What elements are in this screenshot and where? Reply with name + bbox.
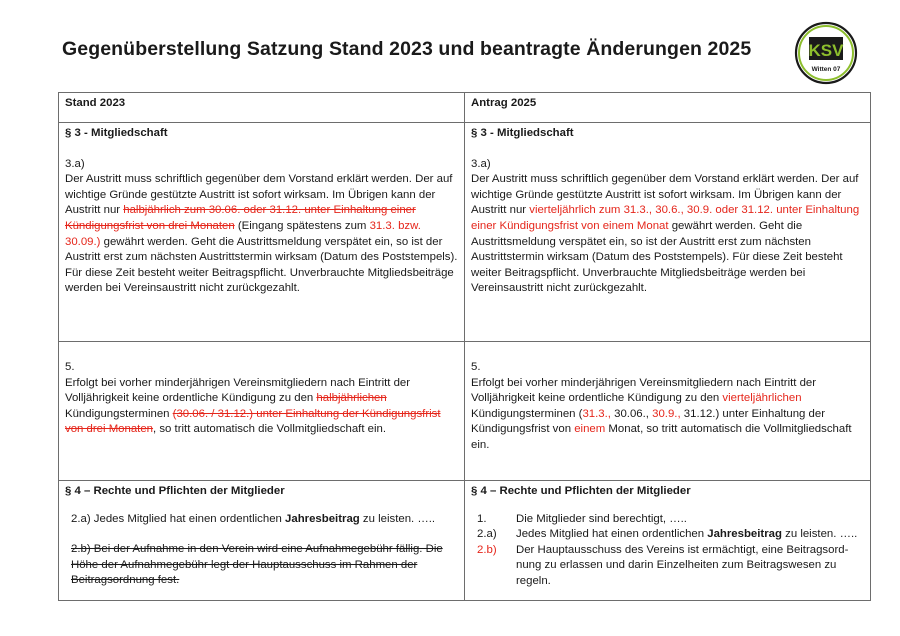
- cell-antrag-5: [465, 342, 871, 481]
- section-heading: § 3 - Mitgliedschaft: [65, 127, 168, 139]
- column-header-antrag-2025: Antrag 2025: [465, 93, 871, 123]
- cell-stand-3a: [59, 123, 465, 342]
- clause-text: Der Austritt muss schriftlich gegenüber dem Vorstand erklärt werden. Der auf wichtige Gründe gestützte Austritt ist sofort wirksam. Im Übrigen kann der Austritt nur vierteljährlich zum 31.3., 30.6., 30.9. oder 31.12. unter Einhaltung einer Kündigungsfrist von einem Monat gewährt werden. Geht die Austrittsmeldung verspätet ein, so ist der Austritt erst zum nächsten Austrittstermin wirksam (Datum des Poststempels). Für diese Zeit besteht weiter Beitragspflicht. Unverbrauchte Mitgliedsbeiträge werden bei Vereinsaustritt nicht zurückgezahlt.: [471, 173, 860, 295]
- new-text: vierteljährlich zum 31.3., 30.6., 30.9. oder 31.12. unter Einhaltung einer Kündigungsfrist von einem Monat: [471, 204, 860, 232]
- section-heading: § 4 – Rechte und Pflichten der Mitglieder: [65, 485, 285, 497]
- clause-number: 5.: [471, 361, 481, 373]
- logo-text: KSV: [808, 41, 844, 60]
- new-text: 30.9.,: [652, 407, 681, 420]
- cell-antrag-4: [465, 481, 871, 601]
- deleted-text: halbjährlich zum 30.06. oder 31.12. unter Einhaltung einer Kündigungsfrist von drei Monaten: [65, 204, 416, 232]
- clause-number: 3.a): [471, 157, 491, 170]
- clause-number: 5.: [65, 361, 75, 373]
- deleted-text: halbjährlichen: [316, 392, 387, 405]
- list-item: 2.a) Jedes Mitglied hat einen ordentlichen Jahresbeitrag zu leisten. …..: [477, 528, 858, 541]
- clause-text: Der Austritt muss schriftlich gegenüber dem Vorstand erklärt werden. Der auf wichtige Gründe gestützte Austritt ist sofort wirksam. Im Übrigen kann der Austritt nur halbjährlich zum 30.06. oder 31.12. unter Einhaltung einer Kündigungsfrist von drei Monaten (Eingang spätestens zum 31.3. bzw. 30.09.) gewährt werden. Geht die Austrittsmeldung verspätet ein, so ist der Austritt erst zum nächsten Austrittstermin wirksam (Datum des Poststempels). Für diese Zeit besteht weiter Beitragspflicht. Unverbrauchte Mitgliedsbeiträge werden bei Vereinsaustritt nicht zurückgezahlt.: [65, 173, 458, 295]
- column-header-stand-2023: Stand 2023: [59, 93, 465, 123]
- section-heading: § 3 - Mitgliedschaft: [471, 127, 574, 139]
- list-item: 2.b) Der Hauptausschuss des Vereins ist ermächtigt, eine Beitragsord-nung zu erlassen und darin Einzelheiten zum Beitragswesen zu regeln.: [477, 543, 849, 587]
- cell-stand-4: [59, 481, 465, 601]
- section-heading: § 4 – Rechte und Pflichten der Mitglieder: [471, 485, 691, 497]
- table-row-paragraph-4: [59, 481, 871, 601]
- deleted-text: (30.06. / 31.12.) unter Einhaltung der Kündigungsfrist von drei Monaten: [65, 407, 441, 436]
- cell-antrag-3a: [465, 123, 871, 342]
- list-item: 1. Die Mitglieder sind berechtigt, …..: [477, 512, 687, 525]
- logo-subtext: Witten 07: [811, 66, 841, 73]
- document-title: Gegenüberstellung Satzung Stand 2023 und beantragte Änderungen 2025: [62, 38, 752, 60]
- new-text: 31.3.,: [582, 407, 611, 420]
- cell-stand-5: [59, 342, 465, 481]
- deleted-clause: 2.b) Bei der Aufnahme in den Verein wird eine Aufnahmegebühr fällig. Die Höhe der Aufnahmegebühr legt der Hauptausschuss im Rahmen der Beitragsordnung fest.: [71, 543, 443, 587]
- clause-text: Erfolgt bei vorher minderjährigen Vereinsmitgliedern nach Eintritt der Volljährigkeit keine ordentliche Kündigung zu den vierteljährlichen Kündigungsterminen (31.3., 30.06., 30.9., 31.12.) unter Einhaltung der Kündigungsfrist von einem Monat, so tritt automatisch die Vollmitgliedschaft ein.: [471, 376, 852, 451]
- clause-text: Erfolgt bei vorher minderjährigen Vereinsmitgliedern nach Eintritt der Volljährigkeit keine ordentliche Kündigung zu den halbjährlichen Kündigungsterminen (30.06. / 31.12.) unter Einhaltung der Kündigungsfrist von drei Monaten, so tritt automatisch die Vollmitgliedschaft ein.: [65, 376, 441, 436]
- new-text: einem: [574, 423, 606, 436]
- clause-text: 2.a) Jedes Mitglied hat einen ordentlichen Jahresbeitrag zu leisten. …..: [71, 512, 436, 525]
- club-logo: [794, 21, 858, 85]
- clause-number: 3.a): [65, 157, 85, 170]
- table-header-row: [59, 93, 871, 123]
- table-row-paragraph-3a: [59, 123, 871, 342]
- changed-text: 31.3. bzw. 30.09.): [65, 219, 421, 248]
- table-row-paragraph-3-5: [59, 342, 871, 481]
- comparison-table: [58, 92, 871, 601]
- new-text: vierteljährlichen: [722, 392, 802, 405]
